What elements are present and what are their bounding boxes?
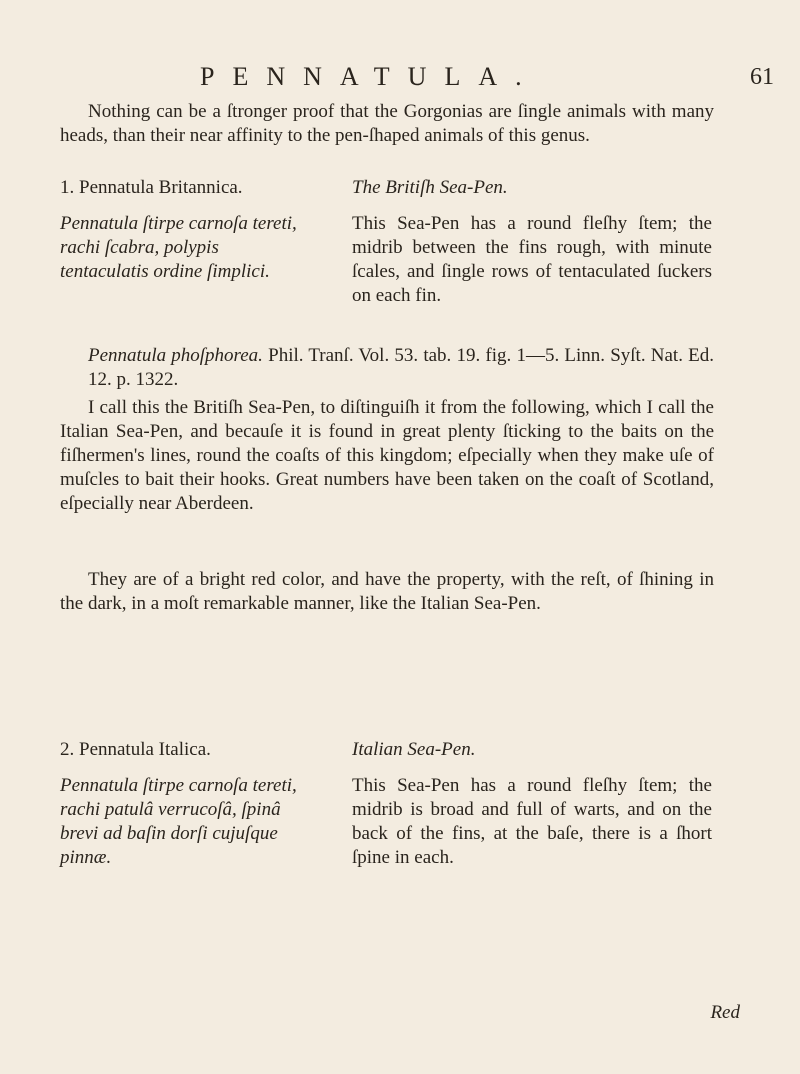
species-1-body-paragraph-2: They are of a bright red color, and have the property, with the reſt, of ſhining in the dark, in a moſt remarkable manner, like the Italian Sea-Pen. [60,569,714,614]
synonym-reference: Phil. Tranſ. Vol. 53. tab. 19. fig. 1—5. Linn. Syſt. Nat. Ed. 12. p. 1322. [88,345,714,390]
page-header [0,62,800,92]
page-number: 61 [750,64,774,90]
species-2-heading: 2. Pennatula Italica. [60,739,211,760]
intro-paragraph: Nothing can be a ſtronger proof that the Gorgonias are ſingle animals with many heads, than their near affinity to the pen-ſhaped animals of this genus. [60,101,714,146]
species-1-body-paragraph-1: I call this the Britiſh Sea-Pen, to diſtinguiſh it from the following, which I call the Italian Sea-Pen, and becauſe it is found in great plenty ſticking to the baits on the fiſhermen's lines, round the coaſts of this kingdom; eſpecially when they make uſe of muſcles to bait their hooks. Great numbers have been taken on the coaſt of Scotland, eſpecially near Aberdeen. [60,397,714,514]
species-2-description: This Sea-Pen has a round fleſhy ſtem; the midrib is broad and full of warts, and on the back of the fins, at the baſe, there is a ſhort ſpine in each. [352,775,712,868]
species-1-description: This Sea-Pen has a round fleſhy ſtem; the midrib between the fins rough, with minute ſcales, and ſingle rows of tentaculated ſuckers on each fin. [352,213,712,306]
species-1-synonym [88,344,714,392]
species-1-heading: 1. Pennatula Britannica. [60,177,243,198]
species-1-common-name: The Britiſh Sea-Pen. [352,177,508,198]
synonym-name: Pennatula phoſphorea. [88,345,263,366]
species-1-latin-diagnosis: Pennatula ſtirpe carnoſa tereti, rachi ſcabra, polypis tentaculatis ordine ſimplici. [60,213,297,282]
running-title: PENNATULA. [200,62,540,91]
catchword: Red [710,1002,740,1023]
species-2-latin-diagnosis: Pennatula ſtirpe carnoſa tereti, rachi patulâ verrucoſâ, ſpinâ brevi ad baſin dorſi cujuſque pinnæ. [60,775,297,868]
species-2-common-name: Italian Sea-Pen. [352,739,476,760]
